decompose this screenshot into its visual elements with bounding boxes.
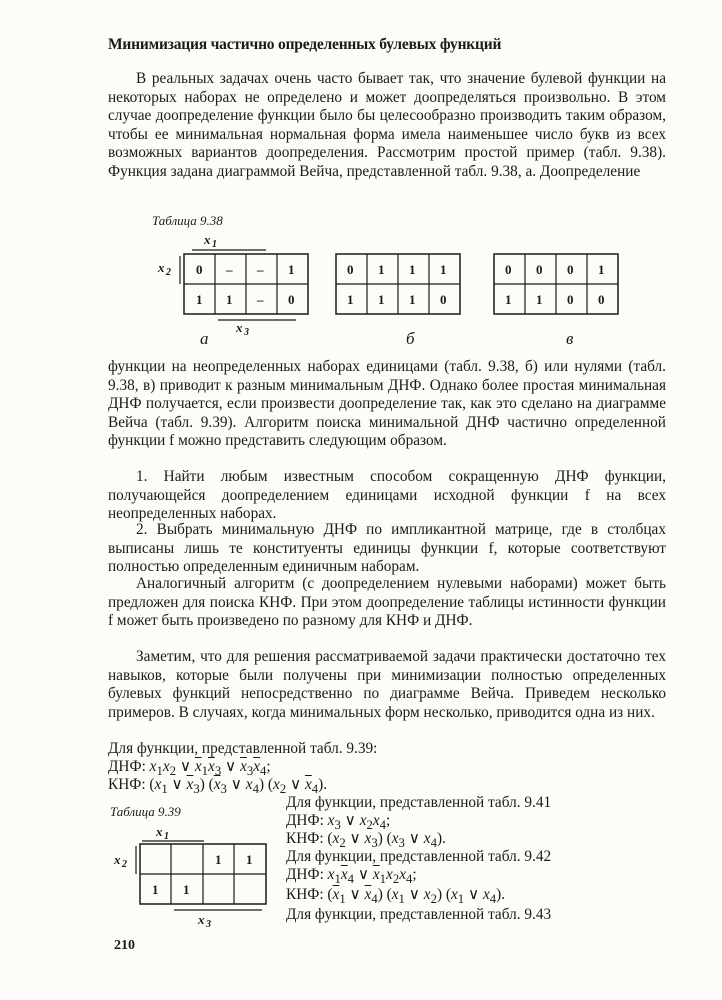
page-number: 210 [114, 938, 135, 953]
t39-x1-label: x [156, 824, 163, 839]
cell-a-1-3: – [257, 262, 264, 277]
cell-a-2-1: 1 [196, 292, 203, 307]
cell-c-2-4: 0 [598, 292, 605, 307]
formula-dnf-9-42: ДНФ: $x_1\overline{x}_4$ ∨ $\overline{x}_1x_2x_4$; [286, 866, 417, 887]
weich-diagram-c [494, 254, 618, 348]
paragraph-step-2: 2. Выбрать минимальную ДНФ по импликантной матрице, где в столбцах выписаны лишь те конституенты единицы функции f, которые соответствуют полностью определенным единичным наборам. [108, 521, 666, 576]
weich-diagram-b [336, 254, 460, 348]
t39-grid [140, 844, 266, 904]
x1-label: x [204, 232, 211, 247]
paragraph-knf-algorithm: Аналогичный алгоритм (с доопределением нулевыми наборами) может быть предложен для поиска КНФ. При этом доопределение таблицы истинности функции f может быть произведено по разному для КНФ и ДНФ. [108, 575, 666, 630]
cell-c-2-3: 0 [567, 292, 574, 307]
cell-c-1-3: 0 [567, 262, 574, 277]
line-table-9-41: Для функции, представленной табл. 9.41 [286, 794, 552, 811]
paragraph-redefinition: функции на неопределенных наборах единицами (табл. 9.38, б) или нулями (табл. 9.38, в) приводит к разным минимальным ДНФ. Однако более простая минимальная ДНФ получается, если произвести доопределение так, как это сделано на диаграмме Вейча (табл. 9.39). Алгоритм поиска минимальной ДНФ частично определенной функции f можно представить следующим образом. [108, 358, 666, 450]
cell-c-1-4: 1 [598, 262, 605, 277]
cell-b-1-1: 0 [347, 262, 354, 277]
x2-subscript: 2 [166, 267, 171, 278]
cell-b-2-3: 1 [409, 292, 416, 307]
formula-knf-9-39: КНФ: ($x_1$ ∨ $\overline{x}_3$) ($\overline{x}_3$ ∨ $x_4$) ($x_2$ ∨ $\overline{x}_4$). [108, 776, 328, 797]
paragraph-examples: Заметим, что для решения рассматриваемой задачи практически достаточно тех навыков, которые были получены при минимизации полностью определенных булевых функций непосредственно по диаграмме Вейча. Приведем несколько примеров. В случаях, когда минимальных форм несколько, приводится одна из них. [108, 648, 666, 721]
dnf-label: ДНФ: [108, 758, 146, 775]
paragraph-intro: В реальных задачах очень часто бывает так, что значение булевой функции на некоторых наборах не определено и может доопределяться произвольно. В этом случае доопределение функции было бы целесообразно производить таким образом, чтобы ее минимальная нормальная форма имела наименьшее число букв из всех возможных вариантов доопределения. Рассмотрим простой пример (табл. 9.38). Функция задана диаграммой Вейча, представленной табл. 9.38, а. Доопределение [108, 70, 666, 180]
cell-c-2-2: 1 [536, 292, 543, 307]
t39-cell-2-1: 1 [152, 882, 159, 897]
cell-a-2-3: – [257, 292, 264, 307]
cell-b-1-2: 1 [378, 262, 385, 277]
table-9-38-caption: Таблица 9.38 [152, 213, 223, 228]
cell-a-1-4: 1 [288, 262, 295, 277]
cell-b-1-3: 1 [409, 262, 416, 277]
formula-knf-9-42: КНФ: ($\overline{x}_1$ ∨ $\overline{x}_4$) ($x_1$ ∨ $x_2$) ($x_1$ ∨ $x_4$). [286, 886, 506, 907]
diagram-c-letter: в [566, 329, 574, 348]
table-9-39-caption: Таблица 9.39 [110, 804, 181, 819]
cell-a-1-1: 0 [196, 262, 203, 277]
formula-knf-9-41: КНФ: ($x_2$ ∨ $x_3$) ($x_3$ ∨ $x_4$). [286, 830, 446, 851]
x1-subscript: 1 [212, 239, 217, 250]
cell-a-2-2: 1 [226, 292, 233, 307]
cell-c-1-1: 0 [505, 262, 512, 277]
line-table-9-42: Для функции, представленной табл. 9.42 [286, 848, 552, 865]
knf-label: КНФ: [108, 776, 146, 793]
x3-label: x [236, 320, 243, 335]
t39-x2-label: x [114, 852, 121, 867]
diagram-b-letter: б [406, 329, 415, 348]
section-heading: Минимизация частично определенных булевых функций [108, 36, 502, 53]
table-9-39-diagram [108, 822, 308, 932]
cell-b-2-1: 1 [347, 292, 354, 307]
formula-dnf-9-41: ДНФ: $x_3$ ∨ $x_2x_4$; [286, 812, 391, 833]
dnf-label: ДНФ: [286, 866, 324, 883]
cell-a-2-4: 0 [288, 292, 295, 307]
table-9-38-diagrams [0, 226, 722, 366]
knf-label: КНФ: [286, 830, 324, 847]
diagram-a-letter: а [200, 329, 209, 348]
line-table-9-39: Для функции, представленной табл. 9.39: [108, 740, 378, 757]
cell-c-2-1: 1 [505, 292, 512, 307]
cell-b-1-4: 1 [440, 262, 447, 277]
cell-b-2-4: 0 [440, 292, 447, 307]
cell-a-1-2: – [226, 262, 233, 277]
t39-x3-label: x [198, 912, 205, 927]
t39-x3-subscript: 3 [206, 919, 211, 930]
t39-cell-2-2: 1 [183, 882, 190, 897]
knf-label: КНФ: [286, 886, 324, 903]
line-table-9-43: Для функции, представленной табл. 9.43 [286, 906, 552, 923]
dnf-label: ДНФ: [286, 812, 324, 829]
t39-cell-1-3: 1 [215, 852, 222, 867]
x3-subscript: 3 [244, 327, 249, 338]
cell-c-1-2: 0 [536, 262, 543, 277]
t39-cell-1-4: 1 [246, 852, 253, 867]
t39-x2-subscript: 2 [122, 859, 127, 870]
paragraph-step-1: 1. Найти любым известным способом сокращенную ДНФ функции, получающейся доопределением единицами исходной функции f на всех неопределенных наборах. [108, 468, 666, 523]
t39-x1-subscript: 1 [164, 831, 169, 842]
cell-b-2-2: 1 [378, 292, 385, 307]
formula-dnf-9-39: ДНФ: $x_1x_2$ ∨ $\overline{x}_1\overline{x}_3$ ∨ $\overline{x}_3\overline{x}_4$; [108, 758, 271, 779]
x2-label: x [158, 260, 165, 275]
